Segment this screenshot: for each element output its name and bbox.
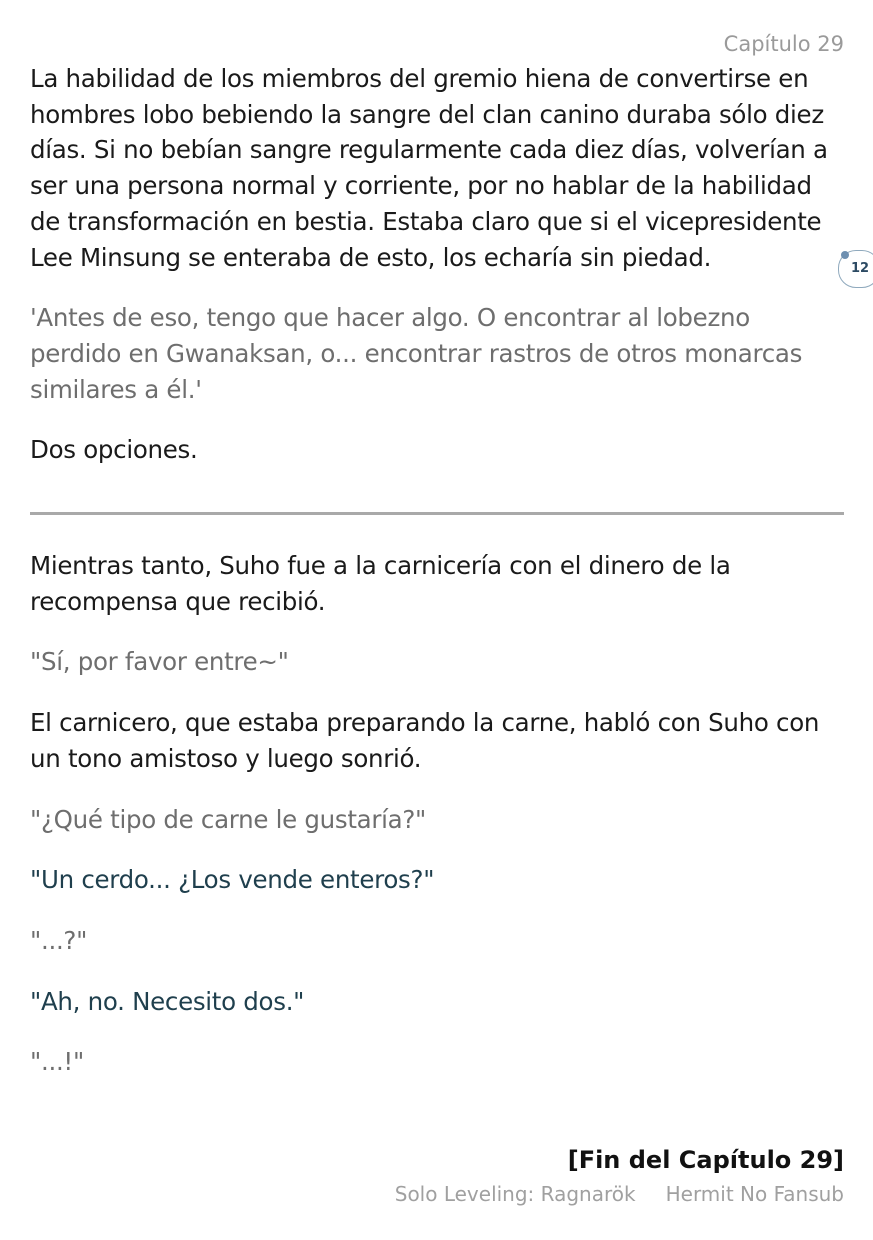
thought-paragraph: 'Antes de eso, tengo que hacer algo. O encontrar al lobezno perdido en Gwanaksan, o... encontrar rastros de otros monarcas similares a él.' bbox=[30, 303, 803, 404]
suho-dialogue: "Un cerdo... ¿Los vende enteros?" bbox=[30, 865, 435, 895]
narration-paragraph: Dos opciones. bbox=[30, 435, 198, 465]
footer-book-title: Solo Leveling: Ragnarök bbox=[394, 1182, 636, 1206]
chapter-body bbox=[30, 61, 844, 1105]
narration-paragraph: La habilidad de los miembros del gremio hiena de convertirse en hombres lobo bebiendo la sangre del clan canino duraba sólo diez días. Si no bebían sangre regularmente cada diez días, volverían a ser una persona normal y corriente, por no hablar de la habilidad de transformación en bestia. Estaba claro que si el vicepresidente Lee Minsung se enteraba de esto, los echaría sin piedad. bbox=[30, 64, 828, 272]
footer-translator: Hermit No Fansub bbox=[665, 1182, 844, 1206]
narration-paragraph: El carnicero, que estaba preparando la carne, habló con Suho con un tono amistoso y luego sonrió. bbox=[30, 708, 820, 773]
chapter-end-marker: [Fin del Capítulo 29] bbox=[567, 1146, 844, 1174]
npc-dialogue: "¿Qué tipo de carne le gustaría?" bbox=[30, 804, 427, 834]
npc-dialogue: "Sí, por favor entre~" bbox=[30, 647, 289, 677]
narration-paragraph: Mientras tanto, Suho fue a la carnicería con el dinero de la recompensa que recibió. bbox=[30, 551, 731, 616]
page-footer bbox=[395, 1182, 844, 1206]
bookmark-dot-icon bbox=[841, 251, 849, 259]
npc-dialogue: "...?" bbox=[30, 925, 88, 955]
suho-dialogue: "Ah, no. Necesito dos." bbox=[30, 986, 305, 1016]
scene-divider bbox=[30, 512, 844, 515]
page-number-badge[interactable]: 12 bbox=[838, 250, 873, 288]
npc-dialogue: "...!" bbox=[30, 1047, 84, 1077]
chapter-header: Capítulo 29 bbox=[723, 32, 844, 56]
